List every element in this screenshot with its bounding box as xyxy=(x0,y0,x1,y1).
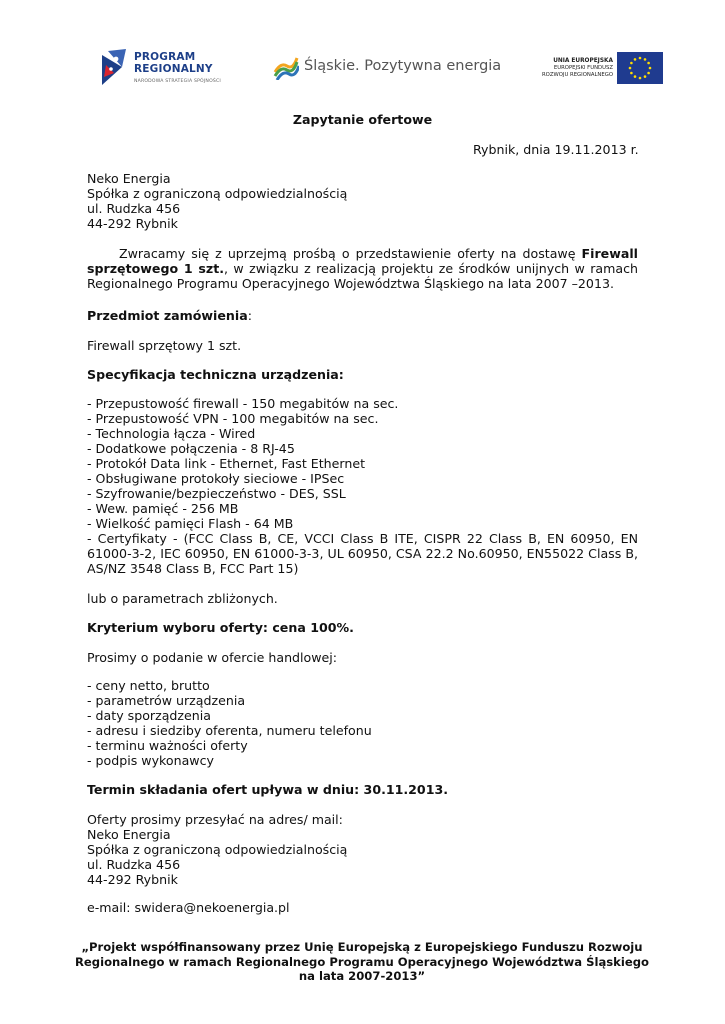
ue-logo-line2: EUROPEJSKI FUNDUSZ xyxy=(553,65,613,71)
request-item: - parametrów urządzenia xyxy=(87,693,246,708)
or-params: lub o parametrach zbliżonych. xyxy=(87,591,278,606)
criterion: Kryterium wyboru oferty: cena 100%. xyxy=(87,620,354,635)
intro-line-2 xyxy=(87,261,638,276)
spec-heading: Specyfikacja techniczna urządzenia: xyxy=(87,367,344,382)
request-item: - adresu i siedziby oferenta, numeru telefonu xyxy=(87,723,372,738)
cert-line: - Certyfikaty - (FCC Class B, CE, VCCI Class B ITE, CISPR 22 Class B, EN 60950, EN xyxy=(87,531,638,546)
recipient-line: Spółka z ograniczoną odpowiedzialnością xyxy=(87,186,348,201)
request-intro: Prosimy o podanie w ofercie handlowej: xyxy=(87,650,338,665)
intro-line-1 xyxy=(119,246,638,261)
intro-text: , w związku z realizacją projektu ze środków unijnych w ramach xyxy=(224,261,638,276)
slaskie-logo xyxy=(273,52,503,84)
funding-footer xyxy=(72,940,652,984)
recipient-line: Neko Energia xyxy=(87,171,171,186)
spec-item: - Dodatkowe połączenia - 8 RJ-45 xyxy=(87,441,295,456)
slaskie-wave-icon xyxy=(273,54,299,80)
spec-item: - Przepustowość firewall - 150 megabitów na sec. xyxy=(87,396,399,411)
spec-item: - Protokół Data link - Ethernet, Fast Ethernet xyxy=(87,456,366,471)
request-item: - terminu ważności oferty xyxy=(87,738,248,753)
send-address-line: ul. Rudzka 456 xyxy=(87,857,181,872)
program-logo-tagline: NARODOWA STRATEGIA SPÓJNOŚCI xyxy=(134,79,221,84)
eu-flag-icon xyxy=(617,52,663,84)
request-item: - daty sporządzenia xyxy=(87,708,211,723)
send-intro: Oferty prosimy przesyłać na adres/ mail: xyxy=(87,812,343,827)
ue-logo-line3: ROZWOJU REGIONALNEGO xyxy=(542,72,613,78)
request-item: - ceny netto, brutto xyxy=(87,678,210,693)
intro-product-name-cont: sprzętowego 1 szt. xyxy=(87,261,225,276)
subject-heading xyxy=(87,308,252,323)
request-item: - podpis wykonawcy xyxy=(87,753,214,768)
footer-line: Regionalnego w ramach Regionalnego Programu Operacyjnego Województwa Śląskiego xyxy=(75,954,649,969)
spec-item: - Wew. pamięć - 256 MB xyxy=(87,501,239,516)
subject-value: Firewall sprzętowy 1 szt. xyxy=(87,338,242,353)
subject-heading-colon: : xyxy=(247,308,252,323)
spec-item: - Wielkość pamięci Flash - 64 MB xyxy=(87,516,294,531)
spec-item: - Obsługiwane protokoły sieciowe - IPSec xyxy=(87,471,345,486)
cert-line: 61000-3-2, IEC 60950, EN 61000-3-3, UL 60950, CSA 22.2 No.60950, EN55022 Class B, xyxy=(87,546,638,561)
send-address-line: Neko Energia xyxy=(87,827,171,842)
intro-product-name: Firewall xyxy=(581,246,638,261)
recipient-line: ul. Rudzka 456 xyxy=(87,201,181,216)
slaskie-logo-text: Śląskie. Pozytywna energia xyxy=(304,58,502,74)
send-address-line: 44-292 Rybnik xyxy=(87,872,178,887)
email-address[interactable]: e-mail: swidera@nekoenergia.pl xyxy=(87,900,290,915)
program-regionalny-logo xyxy=(100,45,235,90)
spec-item: - Przepustowość VPN - 100 megabitów na sec. xyxy=(87,411,379,426)
program-logo-line2: REGIONALNY xyxy=(134,63,213,75)
ue-logo-line1: UNIA EUROPEJSKA xyxy=(553,58,613,64)
intro-text: Zwracamy się z uprzejmą prośbą o przedstawienie oferty na dostawę xyxy=(119,246,582,261)
document-date: Rybnik, dnia 19.11.2013 r. xyxy=(473,142,639,157)
send-address-line: Spółka z ograniczoną odpowiedzialnością xyxy=(87,842,348,857)
deadline: Termin składania ofert upływa w dniu: 30.11.2013. xyxy=(87,782,449,797)
footer-line: na lata 2007-2013” xyxy=(298,969,426,983)
cert-line: AS/NZ 3548 Class B, FCC Part 15) xyxy=(87,561,299,576)
program-logo-line1: PROGRAM xyxy=(134,51,196,63)
intro-line-3: Regionalnego Programu Operacyjnego Województwa Śląskiego na lata 2007 –2013. xyxy=(87,276,614,291)
footer-line: „Projekt współfinansowany przez Unię Europejską z Europejskiego Funduszu Rozwoju xyxy=(81,940,643,954)
program-emblem-icon xyxy=(100,47,128,85)
spec-item: - Szyfrowanie/bezpieczeństwo - DES, SSL xyxy=(87,486,346,501)
spec-item: - Technologia łącza - Wired xyxy=(87,426,256,441)
document-title: Zapytanie ofertowe xyxy=(292,112,433,127)
subject-heading-text: Przedmiot zamówienia xyxy=(87,308,248,323)
recipient-line: 44-292 Rybnik xyxy=(87,216,178,231)
ue-logo xyxy=(520,50,665,88)
